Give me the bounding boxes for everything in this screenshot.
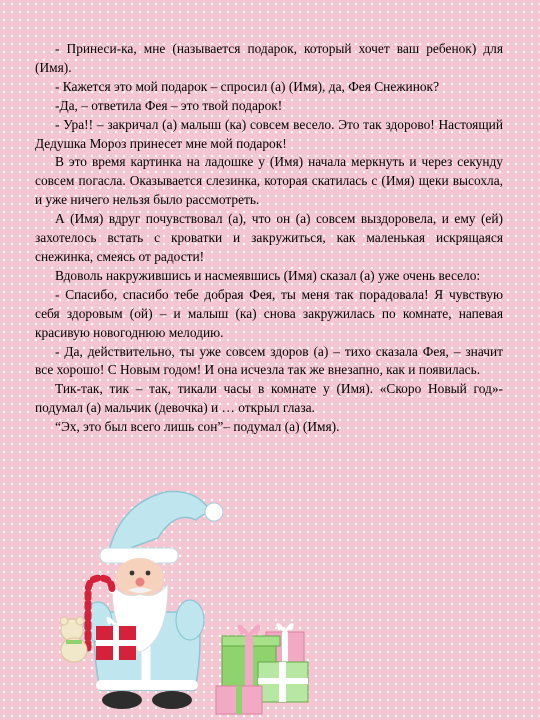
paragraph: В это время картинка на ладошке у (Имя) начала меркнуть и через секунду совсем погасла. Оказывается слезинка, которая скатилась с (Имя) щеки высохла, и уже ничего нельзя было рассмотреть. — [35, 154, 503, 208]
paragraph: - Спасибо, спасибо тебе добрая Фея, ты меня так порадовала! Я чувствую себя здоровым (ой) – и малыш (ка) снова закружилась по комнате, напевая красивую новогоднюю мелодию. — [35, 286, 503, 340]
paragraph: - Да, действительно, ты уже совсем здоров (а) – тихо сказала Фея, – значит все хорошо! С Новым годом! И она исчезла так же внезапно, как и появилась. — [35, 343, 503, 378]
paragraph: Тик-так, тик – так, тикали часы в комнате у (Имя). «Скоро Новый год»- подумал (а) мальчик (девочка) и … открыл глаза. — [35, 381, 503, 416]
santa-claus-illustration-icon — [60, 491, 223, 709]
paragraph: “Эх, это был всего лишь сон”– подумал (а) (Имя). — [55, 419, 340, 435]
gift-boxes-illustration-icon — [216, 624, 308, 714]
paragraph: Вдоволь накружившись и насмеявшись (Имя) сказал (а) уже очень весело: — [55, 267, 481, 283]
story-text — [35, 40, 503, 437]
paragraph: - Кажется это мой подарок – спросил (а) (Имя), да, Фея Снежинок? — [55, 78, 440, 94]
paragraph: - Принеси-ка, мне (называется подарок, который хочет ваш ребенок) для (Имя). — [35, 41, 503, 75]
paragraph: А (Имя) вдруг почувствовал (а), что он (а) совсем выздоровела, и ему (ей) захотелось встать с кроватки и закружиться, как маленькая искрящаяся снежинка, смеясь от радости! — [35, 211, 503, 264]
paragraph: -Да, – ответила Фея – это твой подарок! — [55, 97, 283, 113]
paragraph: - Ура!! – закричал (а) малыш (ка) совсем весело. Это так здорово! Настоящий Дедушка Мороз принесет мне мой подарок! — [35, 116, 503, 151]
